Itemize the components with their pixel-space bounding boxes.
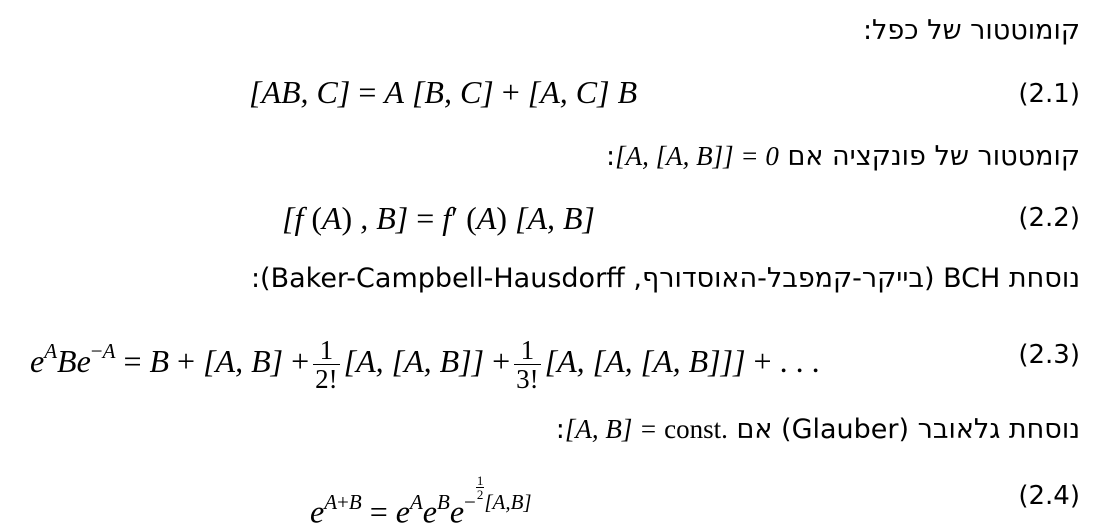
heading-text: נוסחת BCH (בייקר-קמפבל-האוסדורף, Baker-Campbell-Hausdorff): xyxy=(250,263,1080,294)
heading-text: נוסחת גלאובר (Glauber) אם xyxy=(736,414,1080,445)
heading-text: קומוטטור של כפל: xyxy=(862,15,1080,46)
bch-heading xyxy=(251,262,1080,296)
equation-number-2-4: (2.4) xyxy=(1018,481,1080,511)
equation-2-4: $e^{A+B} = e^Ae^Be^{- \frac{1}{2} [A,B]}$ xyxy=(310,473,532,530)
equation-number-2-3: (2.3) xyxy=(1018,340,1080,370)
equation-number-2-2: (2.2) xyxy=(1018,203,1080,233)
condition-math: [A, [A, B]] = 0 xyxy=(615,141,779,171)
glauber-heading xyxy=(556,412,1080,447)
const-word: const. xyxy=(664,414,728,444)
equation-2-2: [f (A) , B] = f′ (A) [A, B] xyxy=(282,200,595,236)
equation-2-3: $e^ABe^{-A} = B + [A$, B] + $\frac{1}{2!}$ [A, [A, B]] + $\frac{1}{3!}$ [A, [A, [A, B]]] + . . . xyxy=(30,335,820,394)
equation-2-1: [AB, C] = A [B, C] + [A, C] B xyxy=(249,74,638,110)
colon: : xyxy=(606,141,616,172)
commutator-product-heading xyxy=(863,14,1080,48)
heading-text: קומטטור של פונקציה אם xyxy=(787,141,1080,172)
condition-math xyxy=(565,414,728,444)
colon: : xyxy=(555,414,565,445)
condition-lhs: [A, B] = xyxy=(564,414,665,444)
equation-number-2-1: (2.1) xyxy=(1018,79,1080,109)
commutator-function-heading xyxy=(606,139,1080,174)
